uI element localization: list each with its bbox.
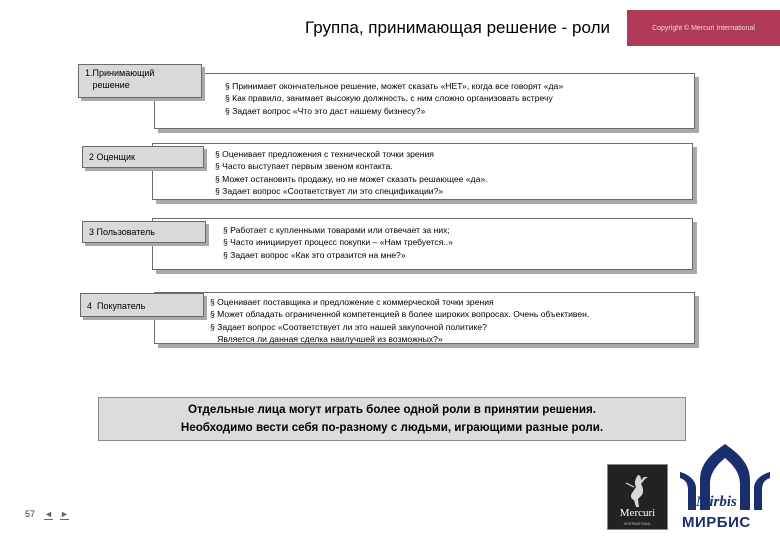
summary-line-1: Отдельные лица могут играть более одной роли в принятии решения. (187, 403, 596, 416)
role-2-bullet: § Задает вопрос «Соответствует ли это спецификации?» (215, 186, 444, 197)
role-1-bullet: § Как правило, занимает высокую должность, с ним сложно организовать встречу (225, 93, 553, 104)
role-4-bullet: § Задает вопрос «Соответствует ли это нашей закупочной политике? (210, 321, 487, 332)
mirbis-latin-wordmark: Mirbis (696, 494, 737, 510)
role-3-description (152, 218, 693, 270)
mercuri-subtitle: INTERNATIONAL (623, 522, 652, 526)
role-2-label-text: 2 Оценщик (89, 152, 135, 162)
role-2-bullet: § Может остановить продажу, но не может сказать решающее «да». (215, 173, 488, 184)
page-number: 57 (25, 509, 36, 519)
role-1-label (78, 64, 202, 98)
role-2-bullet: § Часто выступает первым звеном контакта. (215, 161, 393, 172)
role-3-label-text: 3 Пользователь (89, 227, 155, 237)
role-3-bullet: § Работает с купленными товарами или отвечает за них; (223, 225, 450, 235)
mercuri-logo (607, 464, 668, 530)
role-1-label-line: 1.Принимающий (85, 68, 155, 78)
role-3-bullet: § Задает вопрос «Как это отразится на мне?» (223, 249, 406, 260)
role-4-bullet: § Может обладать ограниченной компетенцией в более широких вопросах. Очень объективен. (210, 309, 590, 320)
summary-box (98, 397, 686, 441)
mercuri-name: Mercuri (619, 507, 656, 519)
page-title: Группа, принимающая решение - роли (304, 18, 610, 37)
role-3-label (82, 221, 206, 243)
copyright-text: Copyright © Mercuri International (652, 24, 755, 32)
role-4-label (80, 293, 204, 317)
next-slide-button[interactable]: ► (60, 509, 69, 519)
role-3-bullet: § Часто инициирует процесс покупки – «Нам требуется..» (223, 237, 453, 248)
role-4-label-text: 4 Покупатель (87, 301, 146, 311)
role-1-bullet: § Задает вопрос «Что это даст нашему бизнесу?» (225, 105, 426, 116)
role-2-bullet: § Оценивает предложения с технической точки зрения (215, 149, 434, 159)
prev-slide-button[interactable]: ◄ (44, 509, 53, 519)
role-2-description (152, 143, 693, 200)
role-1-description (154, 73, 695, 129)
summary-line-2: Необходимо вести себя по-разному с людьми, играющими разные роли. (180, 421, 604, 434)
role-4-bullet: Является ли данная сделка наилучшей из возможных?» (210, 334, 443, 345)
role-4-bullet: § Оценивает поставщика и предложение с коммерческой точки зрения (210, 297, 494, 307)
role-2-label (82, 146, 204, 168)
copyright-banner (627, 10, 780, 46)
role-1-bullet: § Принимает окончательное решение, может сказать «НЕТ», когда все говорят «да» (225, 81, 564, 91)
role-4-description (154, 292, 695, 344)
role-1-label-line: решение (85, 80, 130, 90)
mirbis-cyrillic-wordmark: МИРБИС (682, 514, 751, 531)
